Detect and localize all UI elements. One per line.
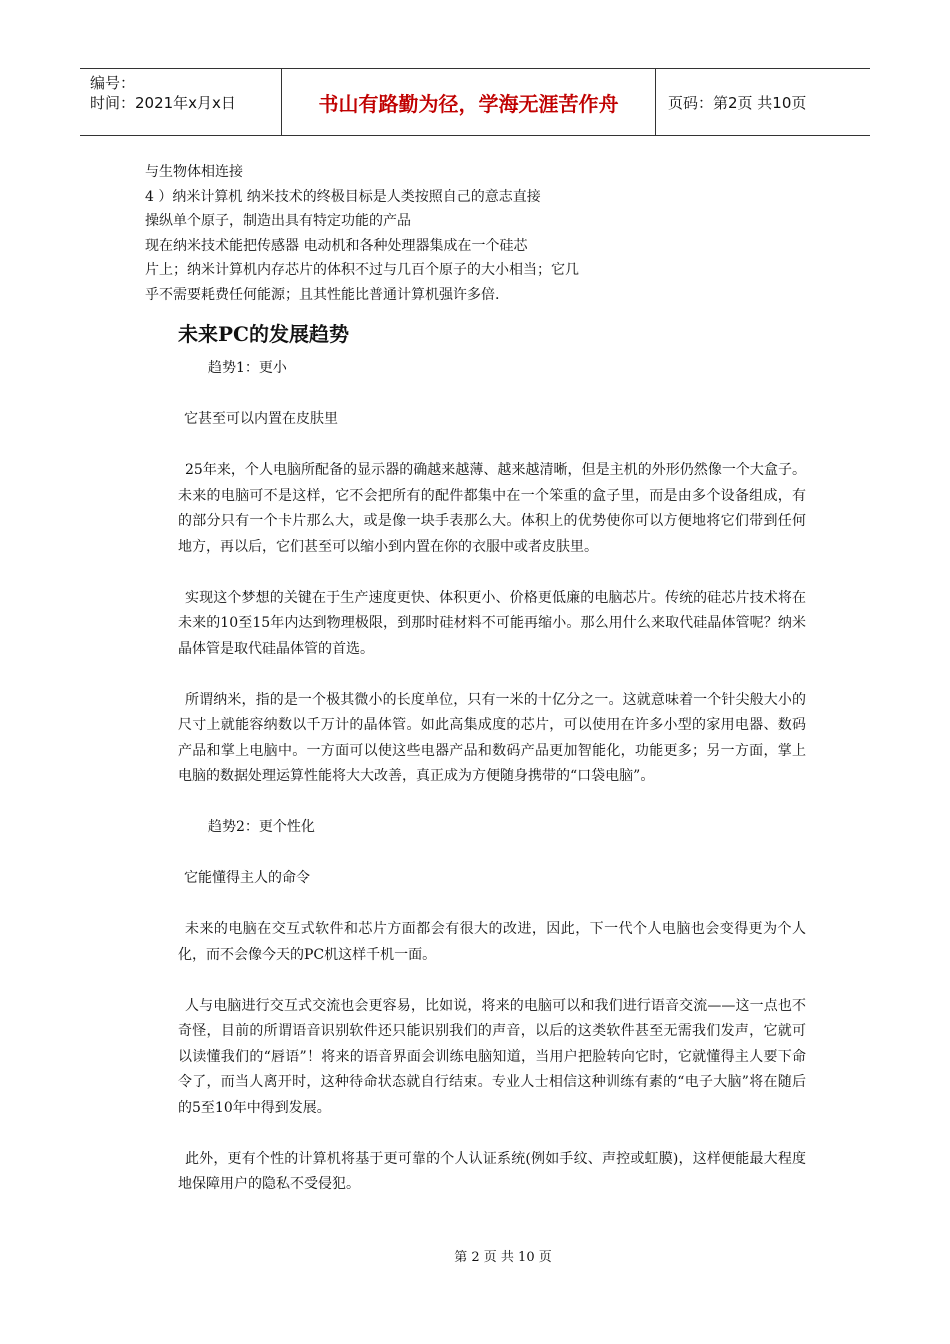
paragraph: 25年来，个人电脑所配备的显示器的确越来越薄、越来越清晰，但是主机的外形仍然像一个大盒子。未来的电脑可不是这样，它不会把所有的配件都集中在一个笨重的盒子里，而是由多个设备组成，有的部分只有一个卡片那么大，或是像一块手表那么大。体积上的优势使你可以方便地将它们带到任何地方，再以后，它们甚至可以缩小到内置在你的衣服中或者皮肤里。 bbox=[178, 462, 806, 555]
trend-2-subtitle: 它能懂得主人的命令 bbox=[184, 870, 310, 886]
time-label: 时间：2021年x月x日 bbox=[90, 94, 236, 112]
trend-2-title: 趋势2：更个性化 bbox=[208, 819, 315, 835]
intro-line: 现在纳米技术能把传感器 电动机和各种处理器集成在一个硅芯 bbox=[145, 237, 528, 254]
paragraph: 此外，更有个性的计算机将基于更可靠的个人认证系统(例如手纹、声控或虹膜)，这样便能最大程度地保障用户的隐私不受侵犯。 bbox=[178, 1150, 806, 1192]
paragraph: 实现这个梦想的关键在于生产速度更快、体积更小、价格更低廉的电脑芯片。传统的硅芯片技术将在未来的10至15年内达到物理极限，到那时硅材料不可能再缩小。那么用什么来取代硅晶体管呢？纳米晶体管是取代硅晶体管的首选。 bbox=[178, 589, 806, 657]
number-label: 编号： bbox=[90, 74, 136, 92]
paragraph: 所谓纳米，指的是一个极其微小的长度单位，只有一米的十亿分之一。这就意味着一个针尖般大小的尺寸上就能容纳数以千万计的晶体管。如此高集成度的芯片，可以使用在许多小型的家用电器、数码产品和掌上电脑中。一方面可以使这些电器产品和数码产品更加智能化，功能更多；另一方面，掌上电脑的数据处理运算性能将大大改善，真正成为方便随身携带的“口袋电脑”。 bbox=[178, 691, 806, 784]
page-header bbox=[80, 68, 870, 136]
intro-line: 乎不需要耗费任何能源；且其性能比普通计算机强许多倍. bbox=[145, 286, 500, 303]
paragraph: 人与电脑进行交互式交流也会更容易，比如说，将来的电脑可以和我们进行语音交流——这一点也不奇怪，目前的所谓语音识别软件还只能识别我们的声音，以后的这类软件甚至无需我们发声，它就可以读懂我们的“唇语”！将来的语音界面会训练电脑知道，当用户把脸转向它时，它就懂得主人要下命令了，而当人离开时，这种待命状态就自行结束。专业人士相信这种训练有素的“电子大脑”将在随后的5至10年中得到发展。 bbox=[178, 997, 806, 1116]
section-title: 未来PC的发展趋势 bbox=[178, 322, 349, 346]
intro-text bbox=[145, 160, 655, 307]
intro-line: 片上；纳米计算机内存芯片的体积不过与几百个原子的大小相当；它几 bbox=[145, 262, 579, 278]
header-motto: 书山有路勤为径，学海无涯苦作舟 bbox=[282, 69, 656, 135]
intro-line: 操纵单个原子，制造出具有特定功能的产品 bbox=[145, 213, 411, 229]
intro-line: 4 ）纳米计算机 纳米技术的终极目标是人类按照自己的意志直接 bbox=[145, 188, 541, 205]
header-left-cell bbox=[80, 69, 282, 135]
intro-line: 与生物体相连接 bbox=[145, 164, 243, 180]
trend-1-subtitle: 它甚至可以内置在皮肤里 bbox=[184, 411, 338, 427]
document-body bbox=[178, 356, 806, 1223]
header-page-info: 页码：第2页 共10页 bbox=[668, 93, 807, 112]
paragraph: 未来的电脑在交互式软件和芯片方面都会有很大的改进，因此，下一代个人电脑也会变得更为个人化，而不会像今天的PC机这样千机一面。 bbox=[178, 921, 806, 963]
page-footer: 第 2 页 共 10 页 bbox=[454, 1250, 552, 1265]
trend-1-title: 趋势1：更小 bbox=[208, 360, 287, 376]
